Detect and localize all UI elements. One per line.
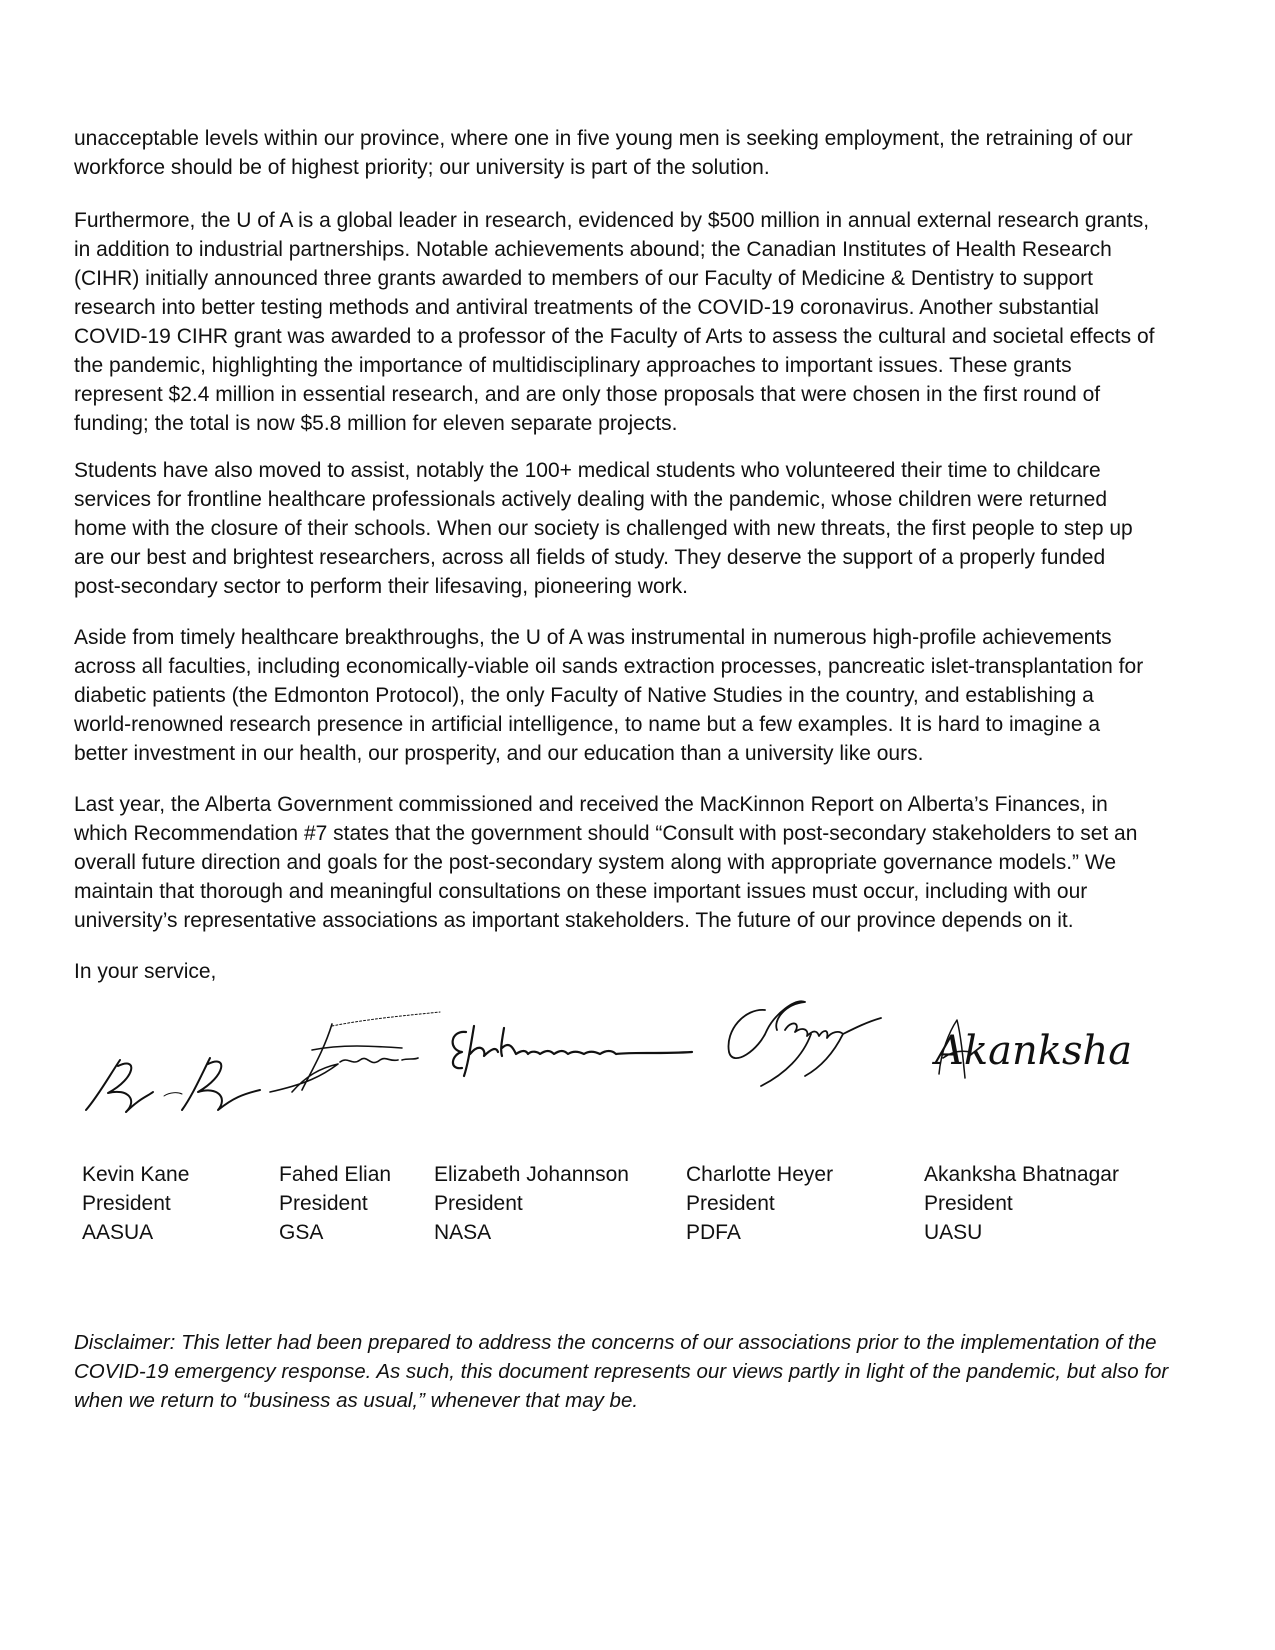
disclaimer — [74, 1328, 1214, 1415]
signatory-org: UASU — [924, 1221, 983, 1244]
paragraph-line: Furthermore, the U of A is a global leader in research, evidenced by $500 million in annual external research grants, — [74, 209, 1150, 232]
disclaimer-line: COVID-19 emergency response. As such, this document represents our views partly in light of the pandemic, but also for — [74, 1359, 1169, 1383]
signatory-org: PDFA — [686, 1221, 741, 1244]
paragraph-2 — [74, 206, 1204, 438]
signature-kevin-kane — [78, 1048, 268, 1118]
signatory-title: President — [279, 1192, 368, 1215]
paragraph-line: diabetic patients (the Edmonton Protocol), the only Faculty of Native Studies in the country, and establishing a — [74, 684, 1094, 707]
signatory-title: President — [686, 1192, 775, 1215]
paragraph-line: Students have also moved to assist, notably the 100+ medical students who volunteered their time to childcare — [74, 459, 1101, 482]
signatory-title: President — [82, 1192, 171, 1215]
paragraph-line: services for frontline healthcare professionals actively dealing with the pandemic, whose children were returned — [74, 488, 1108, 511]
closing-text: In your service, — [74, 960, 217, 983]
signature-elizabeth-johannson — [440, 1020, 700, 1080]
disclaimer-line: when we return to “business as usual,” whenever that may be. — [74, 1388, 639, 1412]
signature-charlotte-heyer — [715, 990, 885, 1090]
paragraph-line: research into better testing methods and antiviral treatments of the COVID-19 coronavirus. Another substantial — [74, 296, 1099, 319]
signatory-fahed-elian — [279, 1160, 391, 1247]
signatory-org: NASA — [434, 1221, 492, 1244]
signatory-name: Akanksha Bhatnagar — [924, 1163, 1119, 1186]
paragraph-line: world-renowned research presence in artificial intelligence, to name but a few examples. It is hard to imagine a — [74, 713, 1101, 736]
paragraph-line: university’s representative associations as important stakeholders. The future of our province depends on it. — [74, 909, 1074, 932]
paragraph-line: Last year, the Alberta Government commissioned and received the MacKinnon Report on Alberta’s Finances, in — [74, 793, 1108, 816]
paragraph-line: in addition to industrial partnerships. Notable achievements abound; the Canadian Institutes of Health Research — [74, 238, 1112, 261]
paragraph-line: maintain that thorough and meaningful consultations on these important issues must occur, including with our — [74, 880, 1088, 903]
signatory-charlotte-heyer — [686, 1160, 833, 1247]
paragraph-5 — [74, 790, 1204, 935]
paragraph-3 — [74, 456, 1204, 601]
paragraph-line: post-secondary sector to perform their lifesaving, pioneering work. — [74, 575, 688, 598]
paragraph-line: are our best and brightest researchers, across all fields of study. They deserve the support of a properly funded — [74, 546, 1106, 569]
signatory-elizabeth-johannson — [434, 1160, 629, 1247]
paragraph-line: workforce should be of highest priority; our university is part of the solution. — [74, 156, 770, 179]
closing-line — [74, 957, 1204, 986]
paragraph-line: home with the closure of their schools. When our society is challenged with new threats, the first people to step up — [74, 517, 1133, 540]
signatory-org: AASUA — [82, 1221, 154, 1244]
paragraph-line: across all faculties, including economically-viable oil sands extraction processes, pancreatic islet-transplantation for — [74, 655, 1144, 678]
paragraph-line: funding; the total is now $5.8 million for eleven separate projects. — [74, 412, 678, 435]
signatory-name: Kevin Kane — [82, 1163, 190, 1186]
paragraph-line: better investment in our health, our prosperity, and our education than a university like ours. — [74, 742, 924, 765]
signatory-name: Fahed Elian — [279, 1163, 392, 1186]
paragraph-line: which Recommendation #7 states that the government should “Consult with post-secondary stakeholders to set an — [74, 822, 1138, 845]
paragraph-line: represent $2.4 million in essential research, and are only those proposals that were chosen in the first round of — [74, 383, 1101, 406]
handwritten-signature-text: Akanksha — [935, 1028, 1133, 1074]
signatory-org: GSA — [279, 1221, 324, 1244]
signature-fahed-elian — [262, 1010, 442, 1100]
disclaimer-line: Disclaimer: This letter had been prepared to address the concerns of our associations prior to the implementation of the — [74, 1330, 1157, 1354]
paragraph-line: Aside from timely healthcare breakthroughs, the U of A was instrumental in numerous high-profile achievements — [74, 626, 1112, 649]
signatory-name: Elizabeth Johannson — [434, 1163, 629, 1186]
signatory-kevin-kane — [82, 1160, 189, 1247]
signatory-akanksha-bhatnagar — [924, 1160, 1119, 1247]
paragraph-line: overall future direction and goals for the post-secondary system along with appropriate governance models.” We — [74, 851, 1117, 874]
paragraph-line: the pandemic, highlighting the importance of multidisciplinary approaches to important issues. These grants — [74, 354, 1072, 377]
paragraph-line: COVID-19 CIHR grant was awarded to a professor of the Faculty of Arts to assess the cultural and societal effects of — [74, 325, 1155, 348]
signature-akanksha-bhatnagar — [935, 1012, 1145, 1092]
paragraph-1 — [74, 124, 1204, 182]
paragraph-4 — [74, 623, 1204, 768]
signatory-title: President — [924, 1192, 1013, 1215]
signatory-name: Charlotte Heyer — [686, 1163, 834, 1186]
signatory-title: President — [434, 1192, 523, 1215]
paragraph-line: unacceptable levels within our province, where one in five young men is seeking employment, the retraining of our — [74, 127, 1133, 150]
paragraph-line: (CIHR) initially announced three grants awarded to members of our Faculty of Medicine & Dentistry to support — [74, 267, 1093, 290]
